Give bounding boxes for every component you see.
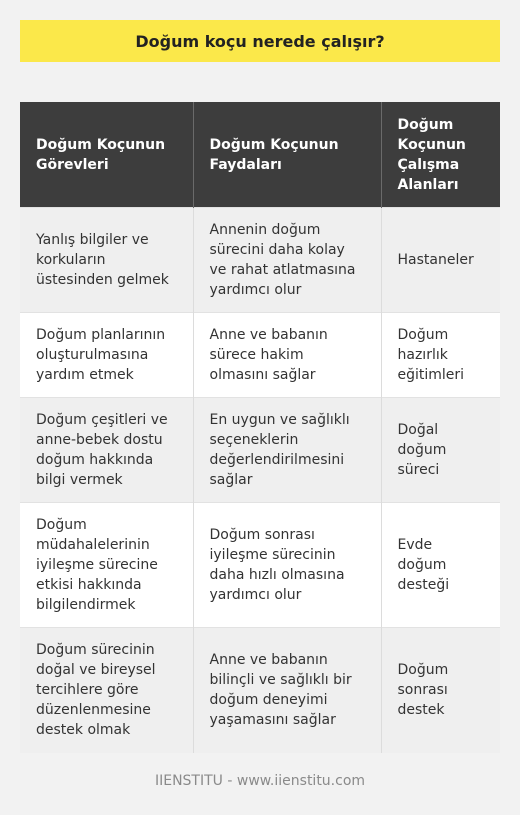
table-row	[20, 313, 500, 398]
table-cell-benefit: Anne ve babanın sürece hakim olmasını sağlar	[193, 313, 381, 398]
table-cell-duty: Doğum planlarının oluşturulmasına yardım etmek	[20, 313, 193, 398]
table-cell-area: Doğal doğum süreci	[381, 398, 500, 503]
table-cell-area: Doğum sonrası destek	[381, 628, 500, 753]
title-banner	[20, 20, 500, 62]
table-cell-area: Doğum hazırlık eğitimleri	[381, 313, 500, 398]
table-row	[20, 628, 500, 753]
table-cell-benefit: En uygun ve sağlıklı seçeneklerin değerlendirilmesini sağlar	[193, 398, 381, 503]
table-cell-benefit: Doğum sonrası iyileşme sürecinin daha hızlı olmasına yardımcı olur	[193, 503, 381, 628]
table-cell-benefit: Anne ve babanın bilinçli ve sağlıklı bir doğum deneyimi yaşamasını sağlar	[193, 628, 381, 753]
table-cell-benefit: Annenin doğum sürecini daha kolay ve rahat atlatmasına yardımcı olur	[193, 208, 381, 313]
column-header-work-areas: Doğum Koçunun Çalışma Alanları	[381, 102, 500, 208]
table-cell-duty: Doğum sürecinin doğal ve bireysel tercihlere göre düzenlenmesine destek olmak	[20, 628, 193, 753]
table-cell-duty: Yanlış bilgiler ve korkuların üstesinden gelmek	[20, 208, 193, 313]
footer-credit: IIENSTITU - www.iienstitu.com	[154, 773, 366, 789]
info-table	[20, 102, 500, 753]
table-row	[20, 398, 500, 503]
table-cell-duty: Doğum çeşitleri ve anne-bebek dostu doğum hakkında bilgi vermek	[20, 398, 193, 503]
table-cell-area: Evde doğum desteği	[381, 503, 500, 628]
table-cell-duty: Doğum müdahalelerinin iyileşme sürecine etkisi hakkında bilgilendirmek	[20, 503, 193, 628]
table-row	[20, 503, 500, 628]
table-row	[20, 208, 500, 313]
column-header-duties: Doğum Koçunun Görevleri	[20, 102, 193, 208]
column-header-benefits: Doğum Koçunun Faydaları	[193, 102, 381, 208]
table-cell-area: Hastaneler	[381, 208, 500, 313]
table-header-row	[20, 102, 500, 208]
page-title: Doğum koçu nerede çalışır?	[135, 31, 385, 51]
